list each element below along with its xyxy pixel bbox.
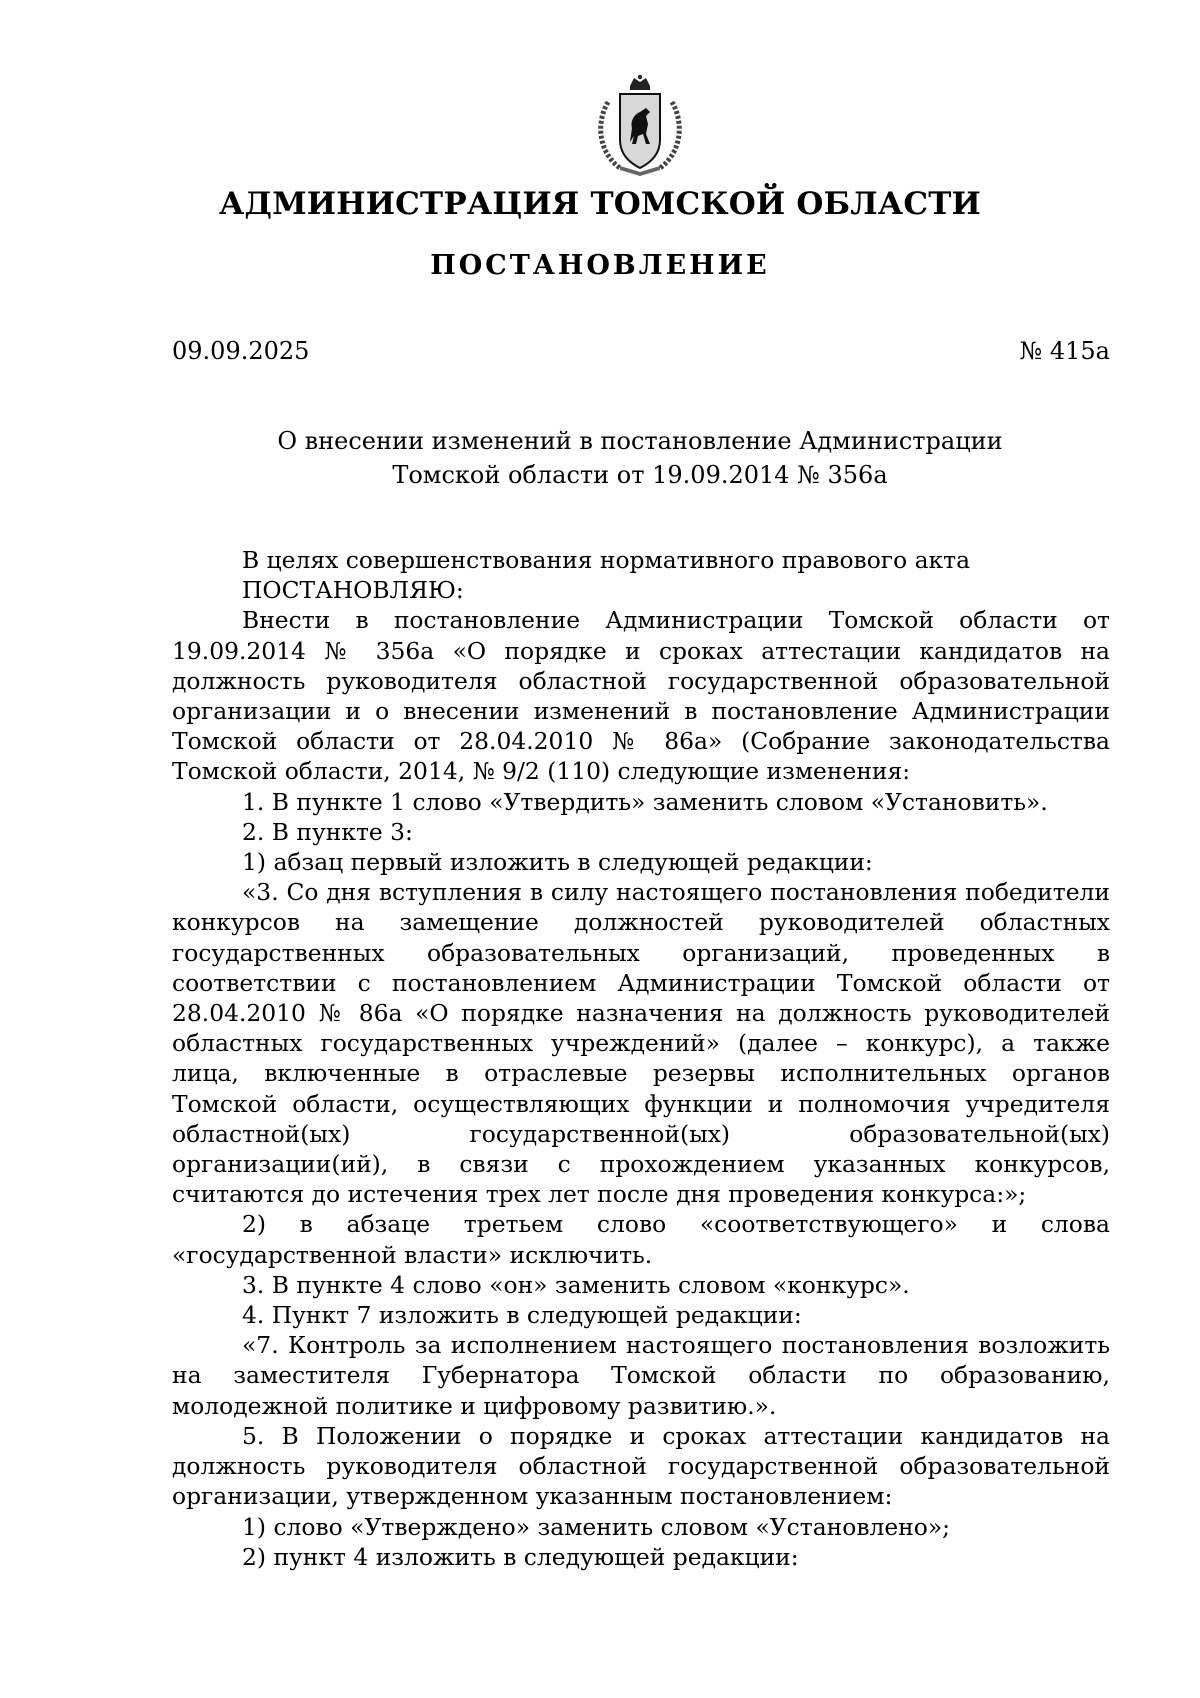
body-paragraph: 2) пункт 4 изложить в следующей редакции: bbox=[242, 1542, 799, 1571]
body-paragraph: 1) слово «Утверждено» заменить словом «Установлено»; bbox=[242, 1512, 951, 1541]
document-date: 09.09.2025 bbox=[172, 337, 310, 365]
body-paragraph: Внести в постановление Администрации Томской области от 19.09.2014 № 356а «О порядке и сроках аттестации кандидатов на должность руководителя областной государственной образовательной организации и о внесении изменений в постановление Администрации Томской области от 28.04.2010 № 86а» (Собрание законодательства Томской области, 2014, № 9/2 (110) следующие изменения: bbox=[172, 606, 1110, 786]
document-subject bbox=[250, 424, 1030, 492]
body-paragraph: В целях совершенствования нормативного правового акта bbox=[242, 546, 971, 574]
body-paragraph: «7. Контроль за исполнением настоящего постановления возложить на заместителя Губернатора Томской области по образованию, молодежной политике и цифровому развитию.». bbox=[172, 1331, 1110, 1420]
body-paragraph: 2) в абзаце третьем слово «соответствующего» и слова «государственной власти» исключить. bbox=[172, 1210, 1110, 1269]
body-paragraph: 2. В пункте 3: bbox=[242, 817, 413, 846]
document-number: № 415а bbox=[1019, 337, 1110, 365]
body-paragraph: 1) абзац первый изложить в следующей редакции: bbox=[242, 848, 873, 877]
body-paragraph: 4. Пункт 7 изложить в следующей редакции: bbox=[242, 1301, 802, 1330]
body-paragraph: 3. В пункте 4 слово «он» заменить словом «конкурс». bbox=[242, 1270, 910, 1299]
body-paragraph: ПОСТАНОВЛЯЮ: bbox=[242, 576, 464, 605]
body-paragraph: 5. В Положении о порядке и сроках аттестации кандидатов на должность руководителя областной государственной образовательной организации, утвержденном указанным постановлением: bbox=[172, 1421, 1110, 1511]
subject-line-1: О внесении изменений в постановление Администрации bbox=[277, 427, 1003, 455]
subject-line-2: Томской области от 19.09.2014 № 356а bbox=[392, 461, 888, 489]
organization-name: АДМИНИСТРАЦИЯ ТОМСКОЙ ОБЛАСТИ bbox=[218, 186, 981, 222]
document-type: ПОСТАНОВЛЕНИЕ bbox=[430, 250, 770, 281]
document-body bbox=[172, 545, 1110, 1572]
body-paragraph: «3. Со дня вступления в силу настоящего постановления победители конкурсов на замещение должностей руководителей областных государственных образовательных организаций, проведенных в соответствии с постановлением Администрации Томской области от 28.04.2010 № 86а «О порядке назначения на должность руководителей областных государственных учреждений» (далее – конкурс), а также лица, включенные в отраслевые резервы исполнительных органов Томской области, осуществляющих функции и полномочия учредителя областной(ых) государственной(ых) образовательной(ых) организации(ий), в связи с прохождением указанных конкурсов, считаются до истечения трех лет после дня проведения конкурса:»; bbox=[172, 878, 1110, 1209]
tomsk-oblast-coat-of-arms-icon bbox=[590, 72, 690, 176]
body-paragraph: 1. В пункте 1 слово «Утвердить» заменить словом «Установить». bbox=[242, 787, 1048, 816]
